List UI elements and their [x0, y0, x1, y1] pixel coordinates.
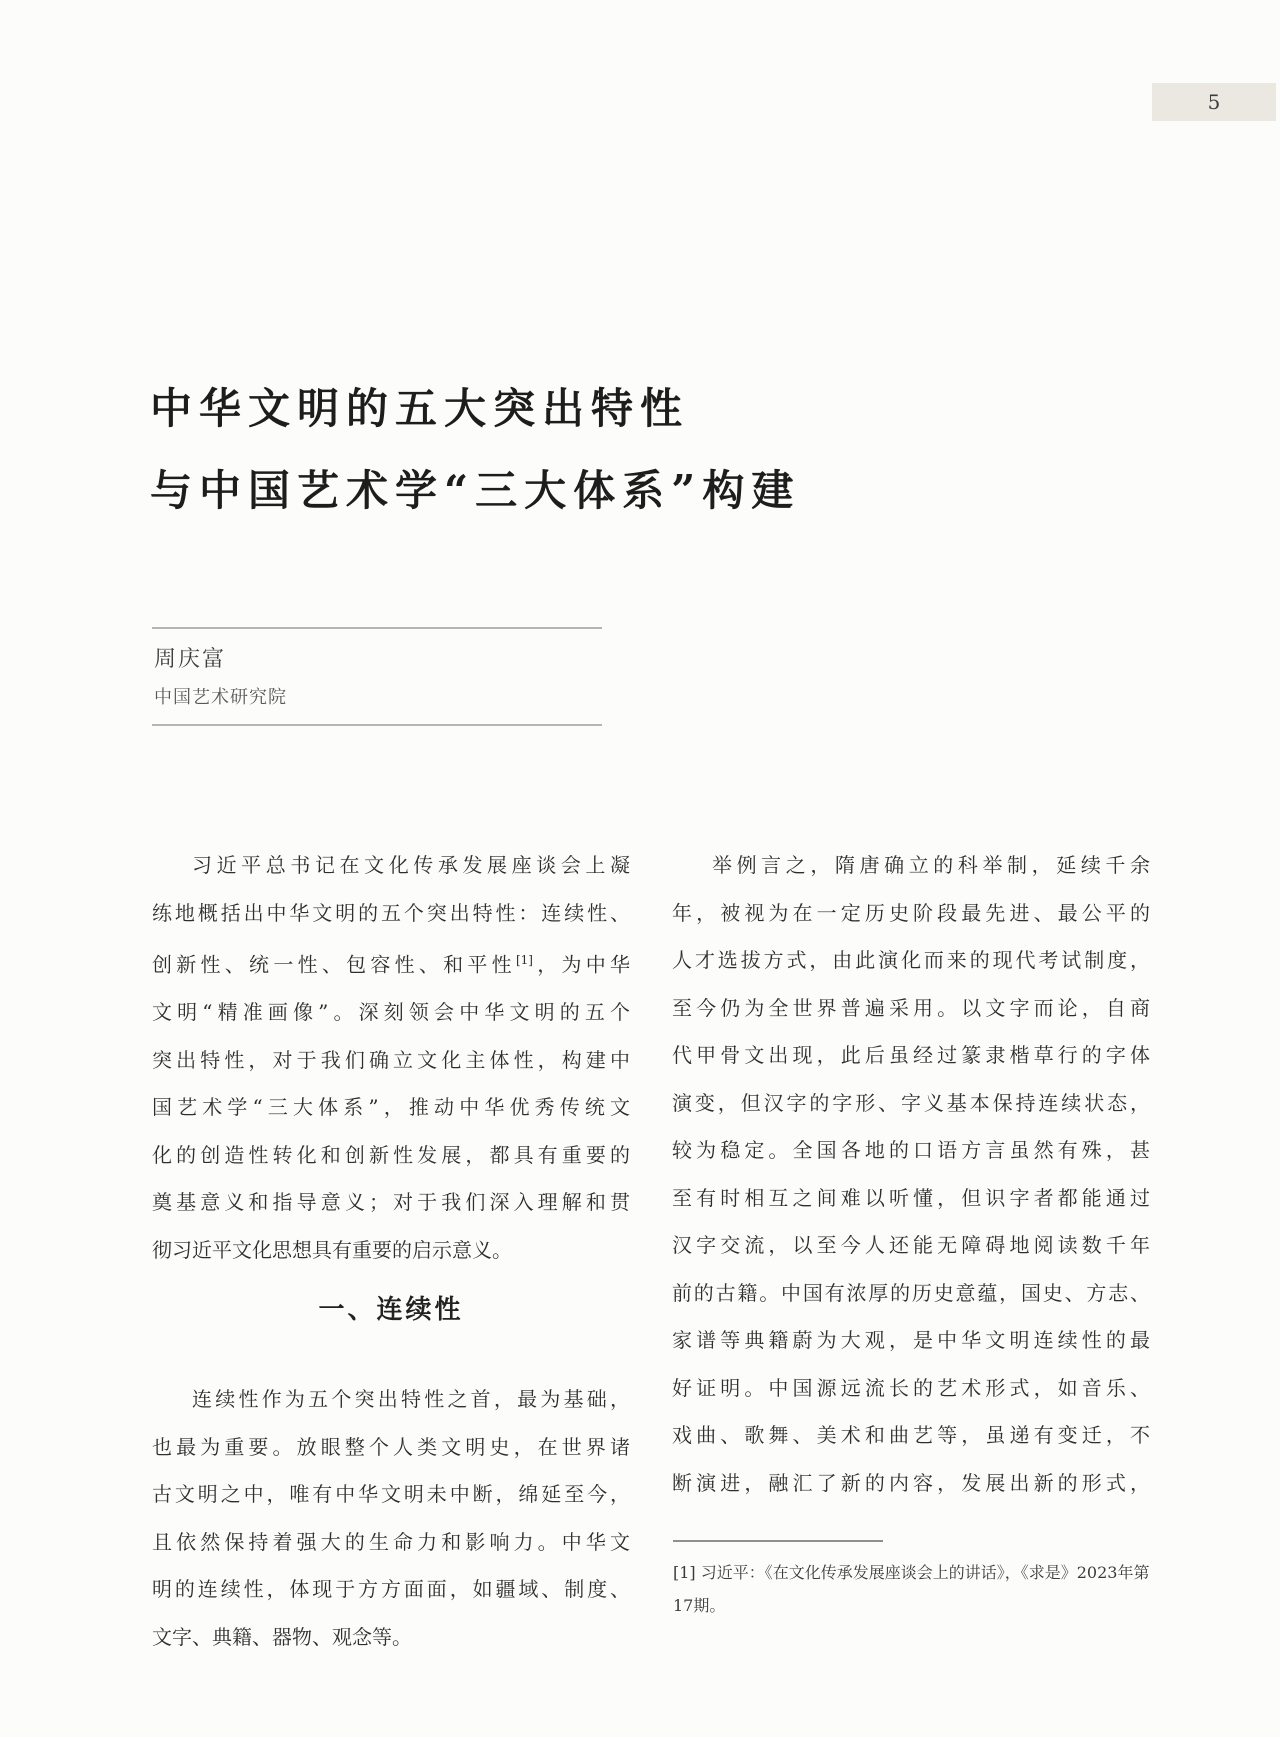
- section-heading: 一、连续性: [318, 1295, 464, 1326]
- text-line: 突出特性，对于我们确立文化主体性，构建中: [152, 1047, 630, 1072]
- page-number: 5: [1207, 90, 1221, 114]
- text-line: 家谱等典籍蔚为大观，是中华文明连续性的最: [672, 1328, 1150, 1352]
- article-title-line-1: 中华文明的五大突出特性: [150, 384, 690, 433]
- text-line: 演变，但汉字的字形、字义基本保持连续状态，: [672, 1090, 1150, 1115]
- footnote-ref: [1]: [515, 953, 533, 967]
- left-column: [152, 842, 630, 1661]
- text-line: 彻习近平文化思想具有重要的启示意义。: [152, 1237, 512, 1262]
- text-line: 奠基意义和指导意义；对于我们深入理解和贯: [152, 1190, 630, 1215]
- text-line: 国艺术学“三大体系”，推动中华优秀传统文: [152, 1095, 630, 1120]
- text-line: 化的创造性转化和创新性发展，都具有重要的: [152, 1142, 630, 1167]
- right-column: [672, 842, 1150, 1507]
- footnote-divider: [673, 1540, 883, 1542]
- text-line: 至有时相互之间难以听懂，但识字者都能通过: [672, 1185, 1150, 1210]
- paragraph-continuity: [152, 1376, 630, 1661]
- text-line: 戏曲、歌舞、美术和曲艺等，虽递有变迁，不: [672, 1423, 1150, 1447]
- text-line: 练地概括出中华文明的五个突出特性：连续性、: [152, 900, 630, 925]
- page-number-badge: [1152, 83, 1276, 121]
- text-line: 好证明。中国源远流长的艺术形式，如音乐、: [672, 1375, 1150, 1400]
- text-line: 习近平总书记在文化传承发展座谈会上凝: [192, 853, 630, 877]
- text-line: 前的古籍。中国有浓厚的历史意蕴，国史、方志、: [672, 1280, 1150, 1305]
- text-line: 人才选拔方式，由此演化而来的现代考试制度，: [672, 948, 1150, 972]
- text-line: 古文明之中，唯有中华文明未中断，绵延至今，: [152, 1482, 630, 1507]
- text-line: 汉字交流，以至今人还能无障碍地阅读数千年: [672, 1233, 1150, 1257]
- text-line: 至今仍为全世界普遍采用。以文字而论，自商: [672, 995, 1150, 1020]
- text-line: 连续性作为五个突出特性之首，最为基础，: [192, 1387, 630, 1412]
- article-title: [150, 368, 1180, 532]
- text-line: 较为稳定。全国各地的口语方言虽然有殊，甚: [672, 1138, 1150, 1162]
- text-line: 且依然保持着强大的生命力和影响力。中华文: [152, 1529, 630, 1554]
- text-line: 文明“精准画像”。深刻领会中华文明的五个: [152, 1000, 630, 1025]
- text-line: 代甲骨文出现，此后虽经过篆隶楷草行的字体: [672, 1043, 1150, 1067]
- footnote-text: [673, 1556, 1193, 1622]
- author-affiliation: 中国艺术研究院: [154, 687, 287, 708]
- text-line: 文字、典籍、器物、观念等。: [152, 1624, 412, 1649]
- article-title-line-2: 与中国艺术学“三大体系”构建: [150, 466, 801, 515]
- text-line: 创新性、统一性、包容性、和平性[1]，为中华: [152, 952, 631, 977]
- text-line: 也最为重要。放眼整个人类文明史，在世界诸: [152, 1434, 630, 1459]
- text-line: 举例言之，隋唐确立的科举制，延续千余: [712, 853, 1150, 877]
- paragraph-intro: [152, 842, 630, 1274]
- text-line: 明的连续性，体现于方方面面，如疆域、制度、: [152, 1577, 630, 1602]
- author-block: [152, 627, 602, 726]
- text-line: [1] 习近平：《在文化传承发展座谈会上的讲话》，《求是》2023年第: [673, 1563, 1150, 1582]
- text-line: 年，被视为在一定历史阶段最先进、最公平的: [672, 900, 1150, 925]
- footnote: [673, 1556, 1193, 1622]
- text-line: 17期。: [673, 1596, 726, 1615]
- author-name: 周庆富: [154, 647, 227, 672]
- text-line: 断演进，融汇了新的内容，发展出新的形式，: [672, 1470, 1150, 1495]
- paragraph-examples: [672, 842, 1150, 1507]
